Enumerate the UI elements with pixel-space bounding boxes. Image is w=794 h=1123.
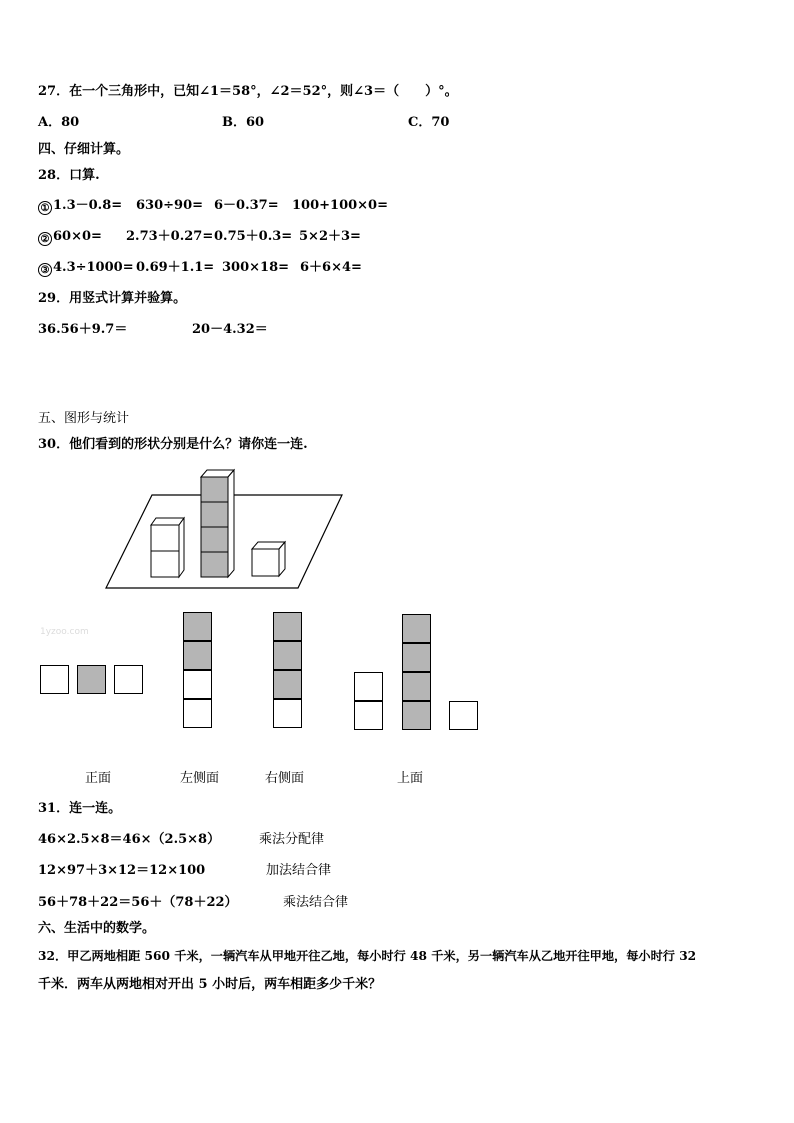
equation-2: 12×97＋3×12＝12×100 [38,863,206,878]
calc-item: 6－0.37= [214,198,279,213]
option-c: C．70 [408,115,450,130]
equation-1: 46×2.5×8＝46×（2.5×8） [38,832,221,847]
law-1: 乘法分配律 [259,832,325,847]
law-2: 加法结合律 [266,863,332,878]
vertical-calc-item-2: 20－4.32＝ [192,322,268,337]
calc-item: 0.69＋1.1= [136,260,215,275]
calc-item: 0.75＋0.3= [214,229,293,244]
left-stack [151,518,184,577]
section-4-heading: 四、仔细计算。 [38,142,130,157]
view-label-front: 正面 [85,771,112,786]
option-b: B．60 [222,115,265,130]
calc-item: 100+100×0= [292,198,388,213]
view-label-left-side: 左侧面 [180,771,220,786]
watermark-text: 1yzoo.com [40,627,89,637]
calc-item: 300×18= [222,260,290,275]
equation-3: 56＋78＋22＝56＋（78＋22） [38,895,238,910]
calc-item: 2.73＋0.27= [126,229,214,244]
tall-stack [201,470,234,577]
law-3: 乘法结合律 [283,895,349,910]
question-32-line-1: 32．甲乙两地相距 560 千米，一辆汽车从甲地开往乙地，每小时行 48 千米，另一辆汽车从乙地开往甲地，每小时行 32 [38,949,697,963]
question-27-text: 27．在一个三角形中，已知∠1＝58°，∠2＝52°，则∠3＝（ ）°。 [38,84,458,99]
section-5-heading: 五、图形与统计 [38,411,130,426]
calc-item: 1.3－0.8= [53,198,123,213]
vertical-calc-item-1: 36.56＋9.7＝ [38,322,128,337]
question-32-line-2: 千米．两车从两地相对开出 5 小时后，两车相距多少千米？ [38,977,382,992]
calc-item: 60×0= [53,229,102,244]
circled-number-2: ② [38,232,52,246]
question-28-title: 28．口算. [38,168,100,183]
option-a: A．80 [38,115,80,130]
question-31-title: 31．连一连。 [38,801,122,816]
question-29-title: 29．用竖式计算并验算。 [38,291,187,306]
calc-item: 4.3÷1000= [53,260,134,275]
single-cube [252,542,285,576]
view-label-right-side: 右侧面 [265,771,305,786]
view-label-top: 上面 [397,771,424,786]
calc-item: 5×2＋3= [299,229,361,244]
base-plane [106,495,342,588]
circled-number-3: ③ [38,263,52,277]
circled-number-1: ① [38,201,52,215]
calc-item: 630÷90= [136,198,204,213]
calc-item: 6＋6×4= [300,260,362,275]
section-6-heading: 六、生活中的数学。 [38,921,156,936]
question-30-title: 30．他们看到的形状分别是什么？请你连一连. [38,437,308,452]
